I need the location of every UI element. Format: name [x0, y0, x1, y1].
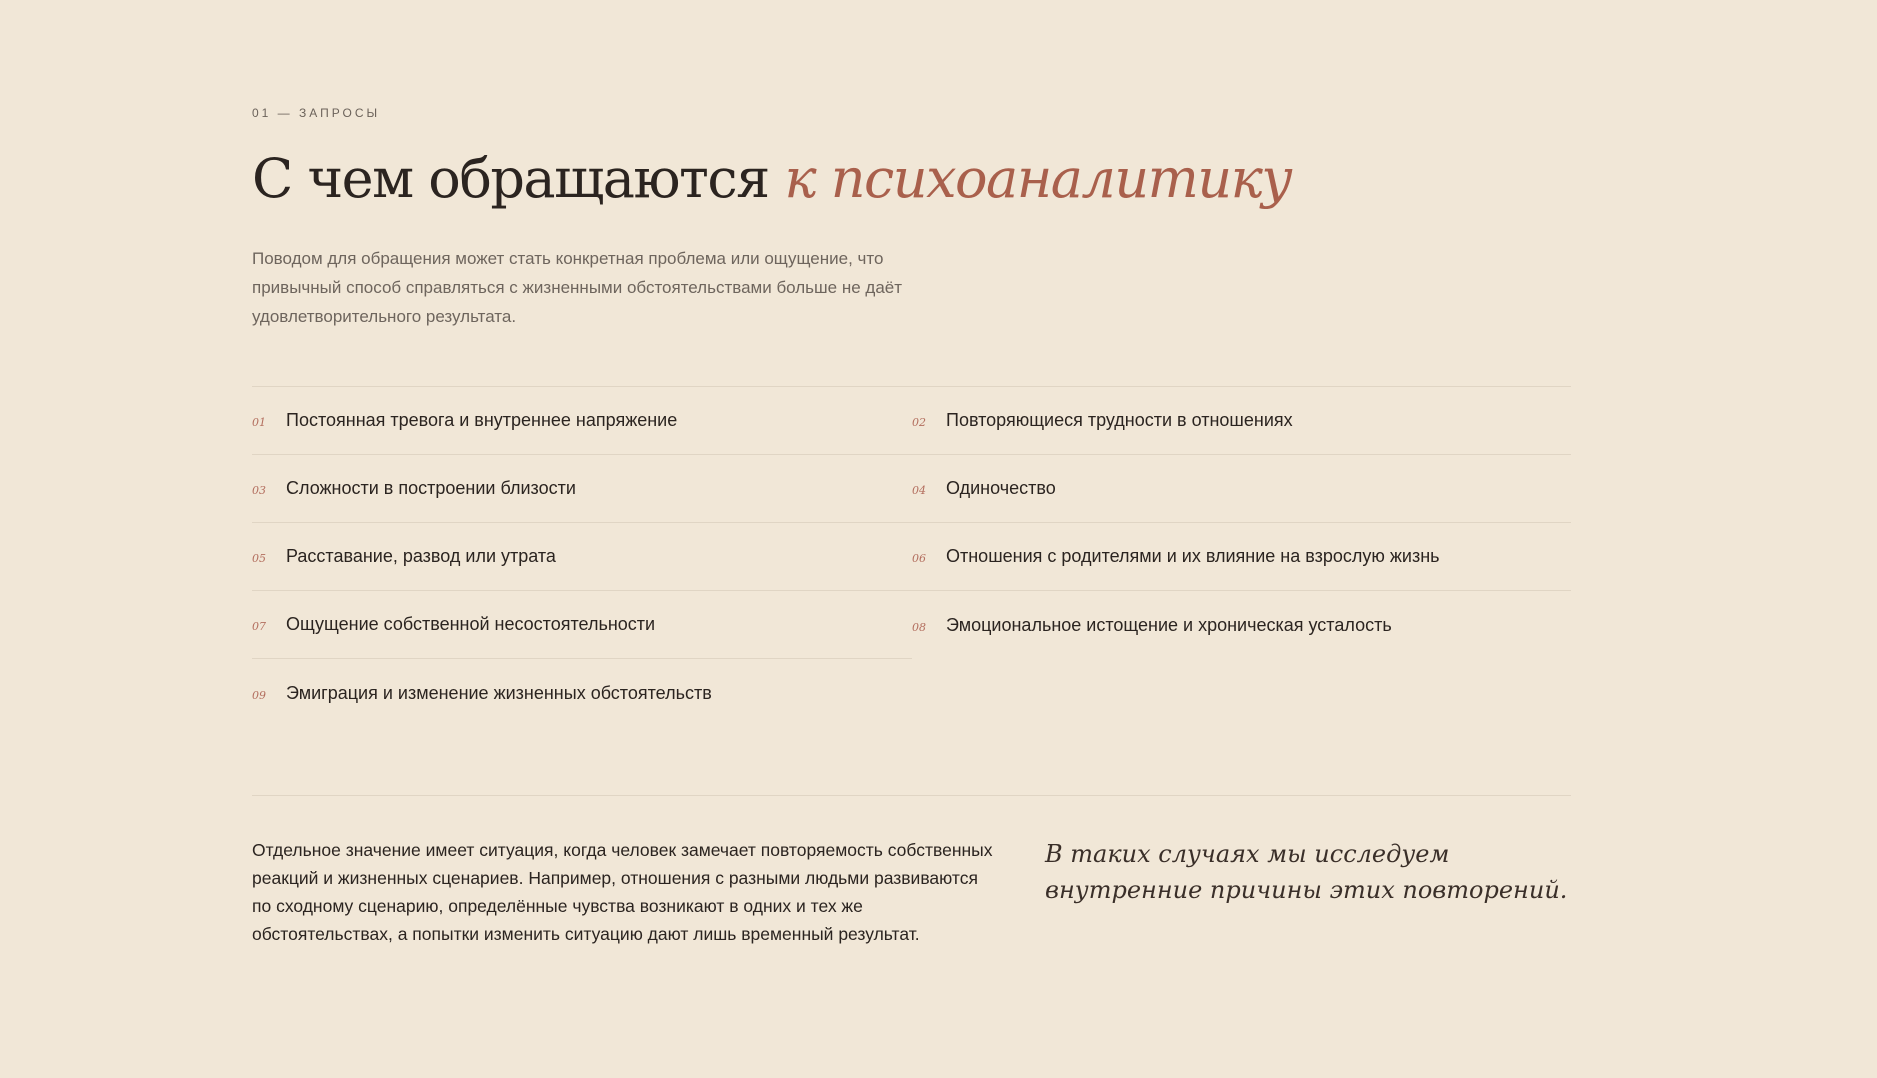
item-label: Одиночество — [946, 478, 1056, 498]
list-item — [252, 523, 912, 591]
list-item — [252, 591, 912, 659]
list-item — [912, 387, 1571, 455]
item-label: Отношения с родителями и их влияние на взрослую жизнь — [946, 546, 1440, 566]
item-label: Эмиграция и изменение жизненных обстоятельств — [286, 682, 712, 703]
section-divider — [252, 795, 1571, 796]
list-item — [912, 591, 1571, 659]
item-number: 09 — [252, 688, 266, 702]
section-title — [252, 143, 1291, 215]
item-number: 01 — [252, 416, 266, 429]
list-item — [252, 387, 912, 455]
requests-list — [252, 386, 1571, 727]
item-number: 03 — [252, 484, 266, 497]
item-label: Ощущение собственной несостоятельности — [286, 614, 656, 634]
pull-quote: В таких случаях мы исследуем внутренние причины этих повторений. — [1045, 840, 1568, 904]
list-item — [252, 455, 912, 523]
item-label: Сложности в построении близости — [286, 478, 576, 498]
item-number: 04 — [912, 484, 926, 497]
section-eyebrow: 01 — ЗАПРОСЫ — [252, 106, 381, 120]
item-number: 08 — [912, 620, 926, 634]
list-item — [912, 455, 1571, 523]
section-title-main: С чем обращаются — [252, 147, 769, 210]
item-number: 02 — [912, 416, 926, 429]
list-item — [912, 523, 1571, 591]
item-label: Постоянная тревога и внутреннее напряжение — [286, 410, 678, 430]
item-number: 05 — [252, 552, 266, 565]
section-intro: Поводом для обращения может стать конкретная проблема или ощущение, что привычный способ справляться с жизненными обстоятельствами больше не даёт удовлетворительного результата. — [252, 249, 903, 326]
item-number: 07 — [252, 620, 266, 633]
item-label: Эмоциональное истощение и хроническая усталость — [946, 614, 1392, 635]
item-label: Повторяющиеся трудности в отношениях — [946, 410, 1293, 430]
item-number: 06 — [912, 552, 926, 565]
section-title-accent: к психоаналитику — [784, 147, 1292, 210]
item-label: Расставание, развод или утрата — [286, 546, 556, 566]
body-paragraph: Отдельное значение имеет ситуация, когда человек замечает повторяемость собственных реакций и жизненных сценариев. Например, отношения с разными людьми развиваются по сходному сценарию, определённые чувства возникают в одних и тех же обстоятельствах, а попытки изменить ситуацию дают лишь временный результат. — [252, 840, 993, 944]
list-item — [252, 659, 912, 727]
